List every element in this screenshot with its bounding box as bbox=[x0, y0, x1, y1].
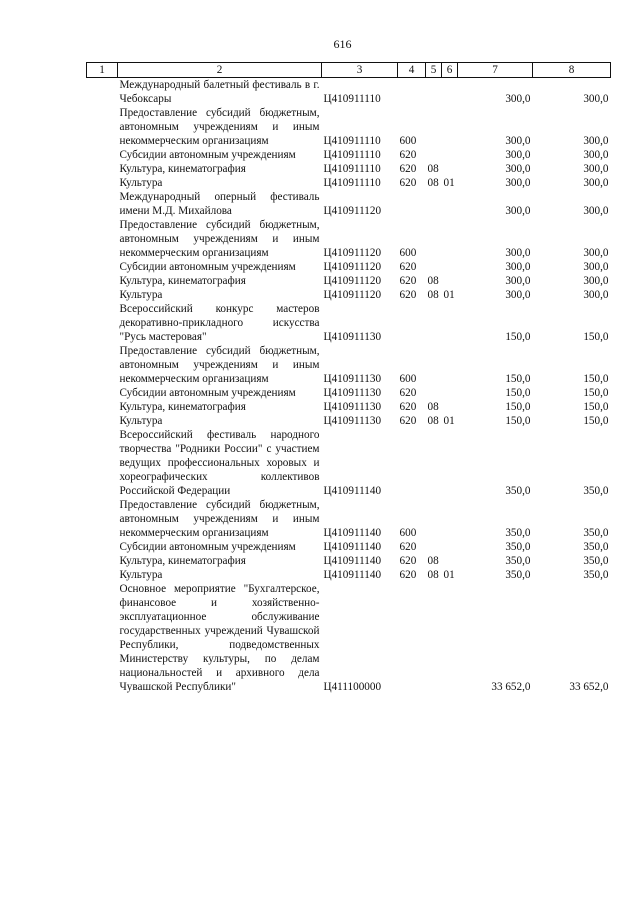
cell-blank bbox=[87, 190, 118, 218]
cell-target-code: Ц410911120 bbox=[323, 261, 382, 273]
cell-blank bbox=[87, 260, 118, 274]
header-col-2: 2 bbox=[118, 63, 322, 78]
cell-section bbox=[426, 498, 442, 540]
cell-blank bbox=[87, 302, 118, 344]
cell-item-name: Предоставление субсидий бюджетным, автономным учреждениям и иным некоммерческим организациям bbox=[119, 107, 320, 147]
table-row bbox=[87, 386, 611, 400]
cell-amount-year1: 300,0 bbox=[505, 275, 531, 287]
header-col-7: 7 bbox=[458, 63, 533, 78]
cell-blank bbox=[87, 288, 118, 302]
cell-amount-year1: 300,0 bbox=[505, 177, 531, 189]
cell-subsection bbox=[442, 554, 458, 568]
cell-subsection bbox=[442, 148, 458, 162]
table-row bbox=[87, 582, 611, 694]
cell-section bbox=[426, 344, 442, 386]
cell-blank bbox=[87, 106, 118, 148]
cell-expense-type: 620 bbox=[399, 387, 417, 399]
header-col-4: 4 bbox=[398, 63, 426, 78]
cell-target-code: Ц410911120 bbox=[323, 275, 382, 287]
cell-amount-year1: 350,0 bbox=[505, 541, 531, 553]
header-col-5: 5 bbox=[426, 63, 442, 78]
cell-amount-year2: 300,0 bbox=[583, 289, 609, 301]
cell-amount-year1: 33 652,0 bbox=[491, 681, 531, 693]
cell-expense-type: 620 bbox=[399, 401, 417, 413]
cell-expense-type bbox=[398, 78, 426, 107]
cell-expense-type: 600 bbox=[399, 373, 417, 385]
cell-target-code: Ц410911140 bbox=[323, 569, 382, 581]
cell-expense-type: 620 bbox=[399, 415, 417, 427]
table-header-row bbox=[87, 63, 611, 78]
cell-amount-year1: 300,0 bbox=[505, 149, 531, 161]
cell-subsection: 01 bbox=[443, 289, 455, 301]
table-row bbox=[87, 190, 611, 218]
cell-blank bbox=[87, 176, 118, 190]
table-row bbox=[87, 302, 611, 344]
cell-amount-year2: 300,0 bbox=[583, 275, 609, 287]
cell-item-name: Предоставление субсидий бюджетным, автономным учреждениям и иным некоммерческим организациям bbox=[119, 219, 320, 259]
cell-subsection bbox=[442, 218, 458, 260]
cell-expense-type bbox=[398, 302, 426, 344]
cell-amount-year2: 350,0 bbox=[583, 569, 609, 581]
cell-subsection bbox=[442, 540, 458, 554]
cell-amount-year1: 150,0 bbox=[505, 401, 531, 413]
cell-amount-year1: 350,0 bbox=[505, 569, 531, 581]
table-row bbox=[87, 106, 611, 148]
table-row bbox=[87, 274, 611, 288]
cell-amount-year2: 350,0 bbox=[583, 485, 609, 497]
cell-section bbox=[426, 302, 442, 344]
cell-expense-type: 620 bbox=[399, 555, 417, 567]
cell-blank bbox=[87, 498, 118, 540]
cell-item-name: Субсидии автономным учреждениям bbox=[119, 387, 296, 399]
cell-amount-year2: 300,0 bbox=[583, 135, 609, 147]
table-row bbox=[87, 414, 611, 428]
cell-target-code: Ц410911140 bbox=[323, 485, 382, 497]
cell-blank bbox=[87, 568, 118, 582]
cell-subsection bbox=[442, 582, 458, 694]
cell-blank bbox=[87, 162, 118, 176]
cell-expense-type: 620 bbox=[399, 149, 417, 161]
table-row bbox=[87, 428, 611, 498]
cell-amount-year2: 300,0 bbox=[583, 205, 609, 217]
cell-item-name: Субсидии автономным учреждениям bbox=[119, 149, 296, 161]
cell-target-code: Ц410911110 bbox=[323, 177, 381, 189]
cell-subsection bbox=[442, 428, 458, 498]
cell-amount-year1: 300,0 bbox=[505, 289, 531, 301]
cell-expense-type: 620 bbox=[399, 275, 417, 287]
cell-subsection bbox=[442, 260, 458, 274]
cell-amount-year1: 350,0 bbox=[505, 485, 531, 497]
cell-amount-year1: 300,0 bbox=[505, 261, 531, 273]
cell-item-name: Субсидии автономным учреждениям bbox=[119, 541, 296, 553]
cell-blank bbox=[87, 344, 118, 386]
cell-target-code: Ц410911130 bbox=[323, 387, 382, 399]
cell-subsection bbox=[442, 386, 458, 400]
table-row bbox=[87, 162, 611, 176]
cell-section: 08 bbox=[427, 415, 439, 427]
cell-expense-type: 600 bbox=[399, 527, 417, 539]
cell-blank bbox=[87, 582, 118, 694]
cell-subsection bbox=[442, 106, 458, 148]
page-number: 616 bbox=[333, 37, 352, 51]
cell-section bbox=[426, 218, 442, 260]
cell-subsection bbox=[442, 498, 458, 540]
cell-target-code: Ц410911130 bbox=[323, 401, 382, 413]
cell-item-name: Международный оперный фестиваль имени М.Д. Михайлова bbox=[119, 191, 320, 217]
cell-item-name: Культура, кинематография bbox=[119, 275, 246, 287]
cell-subsection bbox=[442, 274, 458, 288]
cell-blank bbox=[87, 400, 118, 414]
table-row bbox=[87, 218, 611, 260]
header-col-3: 3 bbox=[322, 63, 398, 78]
cell-blank bbox=[87, 428, 118, 498]
cell-item-name: Культура, кинематография bbox=[119, 555, 246, 567]
cell-item-name: Всероссийский фестиваль народного творчества "Родники России" с участием ведущих профессиональных хоровых и хореографических коллективов Российской Федерации bbox=[119, 429, 320, 497]
cell-subsection bbox=[442, 344, 458, 386]
cell-item-name: Субсидии автономным учреждениям bbox=[119, 261, 296, 273]
cell-amount-year1: 350,0 bbox=[505, 527, 531, 539]
cell-expense-type bbox=[398, 428, 426, 498]
table-row bbox=[87, 540, 611, 554]
cell-section bbox=[426, 260, 442, 274]
cell-expense-type: 600 bbox=[399, 247, 417, 259]
cell-blank bbox=[87, 554, 118, 568]
cell-amount-year2: 350,0 bbox=[583, 555, 609, 567]
cell-amount-year2: 150,0 bbox=[583, 387, 609, 399]
cell-amount-year2: 300,0 bbox=[583, 261, 609, 273]
cell-target-code: Ц410911120 bbox=[323, 289, 382, 301]
cell-amount-year2: 150,0 bbox=[583, 373, 609, 385]
cell-amount-year2: 33 652,0 bbox=[569, 681, 609, 693]
cell-target-code: Ц410911130 bbox=[323, 331, 382, 343]
cell-subsection: 01 bbox=[443, 415, 455, 427]
cell-section bbox=[426, 386, 442, 400]
cell-blank bbox=[87, 218, 118, 260]
cell-expense-type: 620 bbox=[399, 177, 417, 189]
cell-blank bbox=[87, 414, 118, 428]
cell-blank bbox=[87, 274, 118, 288]
cell-section: 08 bbox=[427, 275, 439, 287]
table-row bbox=[87, 78, 611, 107]
cell-amount-year1: 300,0 bbox=[505, 247, 531, 259]
cell-subsection bbox=[442, 78, 458, 107]
cell-amount-year2: 300,0 bbox=[583, 93, 609, 105]
cell-expense-type bbox=[398, 582, 426, 694]
cell-amount-year1: 350,0 bbox=[505, 555, 531, 567]
cell-target-code: Ц410911120 bbox=[323, 205, 382, 217]
cell-subsection bbox=[442, 400, 458, 414]
cell-expense-type: 620 bbox=[399, 541, 417, 553]
budget-table bbox=[86, 62, 611, 694]
cell-target-code: Ц410911140 bbox=[323, 555, 382, 567]
cell-item-name: Культура, кинематография bbox=[119, 401, 246, 413]
cell-amount-year2: 150,0 bbox=[583, 401, 609, 413]
cell-amount-year1: 150,0 bbox=[505, 373, 531, 385]
cell-amount-year2: 150,0 bbox=[583, 415, 609, 427]
header-col-6: 6 bbox=[442, 63, 458, 78]
cell-item-name: Культура bbox=[119, 415, 163, 427]
cell-amount-year2: 350,0 bbox=[583, 541, 609, 553]
table-row bbox=[87, 400, 611, 414]
cell-item-name: Культура bbox=[119, 569, 163, 581]
cell-target-code: Ц410911110 bbox=[323, 163, 381, 175]
cell-amount-year2: 350,0 bbox=[583, 527, 609, 539]
cell-amount-year2: 300,0 bbox=[583, 149, 609, 161]
cell-amount-year1: 150,0 bbox=[505, 415, 531, 427]
cell-section bbox=[426, 148, 442, 162]
cell-expense-type: 620 bbox=[399, 163, 417, 175]
cell-amount-year1: 300,0 bbox=[505, 163, 531, 175]
cell-section bbox=[426, 582, 442, 694]
cell-target-code: Ц410911140 bbox=[323, 527, 382, 539]
cell-section: 08 bbox=[427, 555, 439, 567]
cell-item-name: Международный балетный фестиваль в г. Чебоксары bbox=[119, 79, 320, 105]
cell-item-name: Основное мероприятие "Бухгалтерское, финансовое и хозяйственно-эксплуатационное обслуживание государственных учреждений Чувашской Республики, подведомственных Министерству культуры, по делам национальностей и архивного дела Чувашской Республики" bbox=[119, 583, 320, 693]
cell-item-name: Всероссийский конкурс мастеров декоративно-прикладного искусства "Русь мастеровая" bbox=[119, 303, 320, 343]
cell-section: 08 bbox=[427, 163, 439, 175]
cell-target-code: Ц410911120 bbox=[323, 247, 382, 259]
table-row bbox=[87, 568, 611, 582]
cell-section: 08 bbox=[427, 569, 439, 581]
cell-amount-year2: 300,0 bbox=[583, 247, 609, 259]
cell-item-name: Предоставление субсидий бюджетным, автономным учреждениям и иным некоммерческим организациям bbox=[119, 499, 320, 539]
cell-target-code: Ц410911110 bbox=[323, 135, 381, 147]
cell-item-name: Предоставление субсидий бюджетным, автономным учреждениям и иным некоммерческим организациям bbox=[119, 345, 320, 385]
cell-subsection bbox=[442, 302, 458, 344]
cell-target-code: Ц411100000 bbox=[323, 681, 382, 693]
cell-subsection bbox=[442, 190, 458, 218]
table-row bbox=[87, 176, 611, 190]
cell-subsection: 01 bbox=[443, 177, 455, 189]
cell-amount-year1: 150,0 bbox=[505, 331, 531, 343]
cell-section bbox=[426, 190, 442, 218]
cell-section bbox=[426, 428, 442, 498]
cell-target-code: Ц410911130 bbox=[323, 373, 382, 385]
cell-target-code: Ц410911110 bbox=[323, 149, 381, 161]
cell-blank bbox=[87, 148, 118, 162]
cell-subsection bbox=[442, 162, 458, 176]
cell-item-name: Культура bbox=[119, 289, 163, 301]
cell-section: 08 bbox=[427, 401, 439, 413]
cell-expense-type: 620 bbox=[399, 569, 417, 581]
table-row bbox=[87, 344, 611, 386]
cell-section bbox=[426, 540, 442, 554]
table-row bbox=[87, 498, 611, 540]
cell-amount-year1: 300,0 bbox=[505, 93, 531, 105]
cell-amount-year1: 300,0 bbox=[505, 205, 531, 217]
cell-item-name: Культура bbox=[119, 177, 163, 189]
table-row bbox=[87, 148, 611, 162]
cell-expense-type: 620 bbox=[399, 261, 417, 273]
table-row bbox=[87, 260, 611, 274]
header-col-1: 1 bbox=[87, 63, 118, 78]
cell-amount-year2: 150,0 bbox=[583, 331, 609, 343]
cell-section: 08 bbox=[427, 177, 439, 189]
cell-target-code: Ц410911140 bbox=[323, 541, 382, 553]
cell-section bbox=[426, 78, 442, 107]
table-row bbox=[87, 288, 611, 302]
cell-blank bbox=[87, 540, 118, 554]
table-row bbox=[87, 554, 611, 568]
cell-amount-year2: 300,0 bbox=[583, 163, 609, 175]
cell-expense-type bbox=[398, 190, 426, 218]
cell-target-code: Ц410911130 bbox=[323, 415, 382, 427]
cell-blank bbox=[87, 78, 118, 107]
cell-amount-year1: 150,0 bbox=[505, 387, 531, 399]
cell-amount-year1: 300,0 bbox=[505, 135, 531, 147]
cell-amount-year2: 300,0 bbox=[583, 177, 609, 189]
cell-section: 08 bbox=[427, 289, 439, 301]
cell-subsection: 01 bbox=[443, 569, 455, 581]
cell-section bbox=[426, 106, 442, 148]
cell-target-code: Ц410911110 bbox=[323, 93, 381, 105]
cell-item-name: Культура, кинематография bbox=[119, 163, 246, 175]
cell-blank bbox=[87, 386, 118, 400]
cell-expense-type: 600 bbox=[399, 135, 417, 147]
cell-expense-type: 620 bbox=[399, 289, 417, 301]
header-col-8: 8 bbox=[533, 63, 611, 78]
